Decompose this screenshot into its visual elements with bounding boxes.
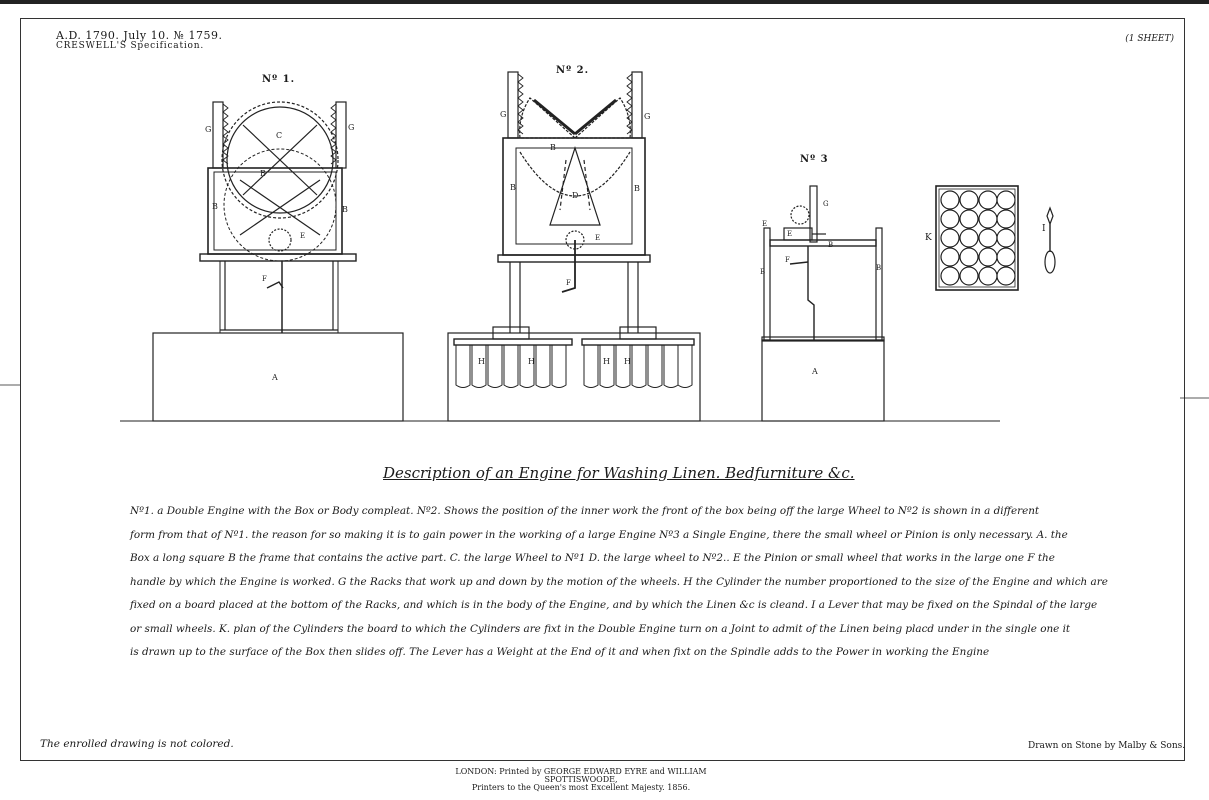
figure-2-double-engine bbox=[448, 72, 700, 421]
label-c: C bbox=[276, 131, 283, 140]
printer-line-1: LONDON: Printed by GEORGE EDWARD EYRE and WILLIAM SPOTTISWOODE, bbox=[455, 767, 707, 784]
printer-line-2: Printers to the Queen's most Excellent Majesty. 1856. bbox=[471, 783, 691, 792]
description-title: Description of an Engine for Washing Linen. Bedfurniture &c. bbox=[383, 464, 855, 482]
figure-i-label: I bbox=[1042, 224, 1047, 234]
label-g-3: G bbox=[823, 200, 829, 208]
description-text bbox=[130, 500, 1108, 665]
lithographer-credit: Drawn on Stone by Malby & Sons. bbox=[1028, 741, 1186, 751]
label-b-2a: B bbox=[550, 143, 556, 152]
figure-i-lever bbox=[1045, 208, 1055, 273]
description-line: Nº1. a Double Engine with the Box or Body compleat. Nº2. Shows the position of the inner work the front of the box being off the large Wheel to Nº2 is shown in a different bbox=[130, 505, 1040, 517]
patent-date-line: A.D. 1790. July 10. № 1759. bbox=[56, 29, 223, 42]
figure-3-single-engine bbox=[762, 186, 884, 421]
figure-k-label: K bbox=[925, 233, 933, 243]
description-line: or small wheels. K. plan of the Cylinders the board to which the Cylinders are fixt in the Double Engine turn on a Joint to admit of the Linen being placd under in the single one it bbox=[130, 622, 1071, 635]
label-f-1: F bbox=[262, 275, 267, 283]
description-line: handle by which the Engine is worked. G the Racks that work up and down by the motion of the wheels. H the Cylinder the number proportioned to the size of the Engine and which are bbox=[130, 575, 1108, 588]
label-e-3a: E bbox=[762, 220, 768, 228]
figure-1-double-engine bbox=[153, 102, 403, 421]
label-d: D bbox=[572, 191, 579, 200]
label-h-4: H bbox=[624, 357, 631, 366]
figure-3-label: Nº 3 bbox=[800, 154, 829, 165]
label-h-3: H bbox=[603, 357, 610, 366]
specification-line: CRESWELL'S Specification. bbox=[56, 41, 205, 51]
label-f-2: F bbox=[566, 279, 571, 287]
label-e-1: E bbox=[300, 232, 306, 240]
description-line: is drawn up to the surface of the Box then slides off. The Lever has a Weight at the End of it and when fixt on the Spindle adds to the Power in working the Engine bbox=[130, 646, 990, 658]
label-a-1: A bbox=[272, 373, 278, 382]
label-g-2a: G bbox=[500, 110, 507, 119]
label-b-2c: B bbox=[634, 184, 640, 193]
label-g-1b: G bbox=[348, 123, 355, 132]
figure-2-label: Nº 2. bbox=[556, 65, 590, 76]
label-e-3b: E bbox=[787, 230, 793, 238]
sheet-count: (1 SHEET) bbox=[1125, 34, 1174, 44]
label-b-1c: B bbox=[342, 205, 348, 214]
printer-imprint bbox=[451, 768, 711, 792]
label-h-1: H bbox=[478, 357, 485, 366]
label-b-2b: B bbox=[510, 183, 516, 192]
label-f-3: F bbox=[785, 256, 790, 264]
label-b-3c: B bbox=[876, 264, 882, 272]
label-g-1a: G bbox=[205, 125, 212, 134]
figure-1-label: Nº 1. bbox=[262, 74, 296, 85]
label-h-2: H bbox=[528, 357, 535, 366]
label-b-1a: B bbox=[260, 169, 266, 178]
label-e-2: E bbox=[595, 234, 601, 242]
description-line: form from that of Nº1. the reason for so making it is to gain power in the working of a large Engine Nº3 a Single Engine, there the small wheel or Pinion is only necessary. A. the bbox=[130, 528, 1068, 541]
label-g-2b: G bbox=[644, 112, 651, 121]
enrolled-note: The enrolled drawing is not colored. bbox=[40, 738, 234, 750]
label-b-1b: B bbox=[212, 202, 218, 211]
description-line: fixed on a board placed at the bottom of the Racks, and which is in the body of the Engine, and by which the Linen &c is cleand. I a Lever that may be fixed on the Spindal of the large bbox=[130, 599, 1098, 611]
label-b-3a: B bbox=[828, 241, 834, 249]
description-line: Box a long square B the frame that contains the active part. C. the large Wheel to Nº1 D. the large wheel to Nº2.. E the Pinion or small wheel that works in the large one F the bbox=[130, 552, 1055, 564]
label-a-3: A bbox=[812, 367, 818, 376]
figure-k-cylinder-plan bbox=[936, 186, 1018, 290]
label-b-3b: B bbox=[760, 268, 766, 276]
